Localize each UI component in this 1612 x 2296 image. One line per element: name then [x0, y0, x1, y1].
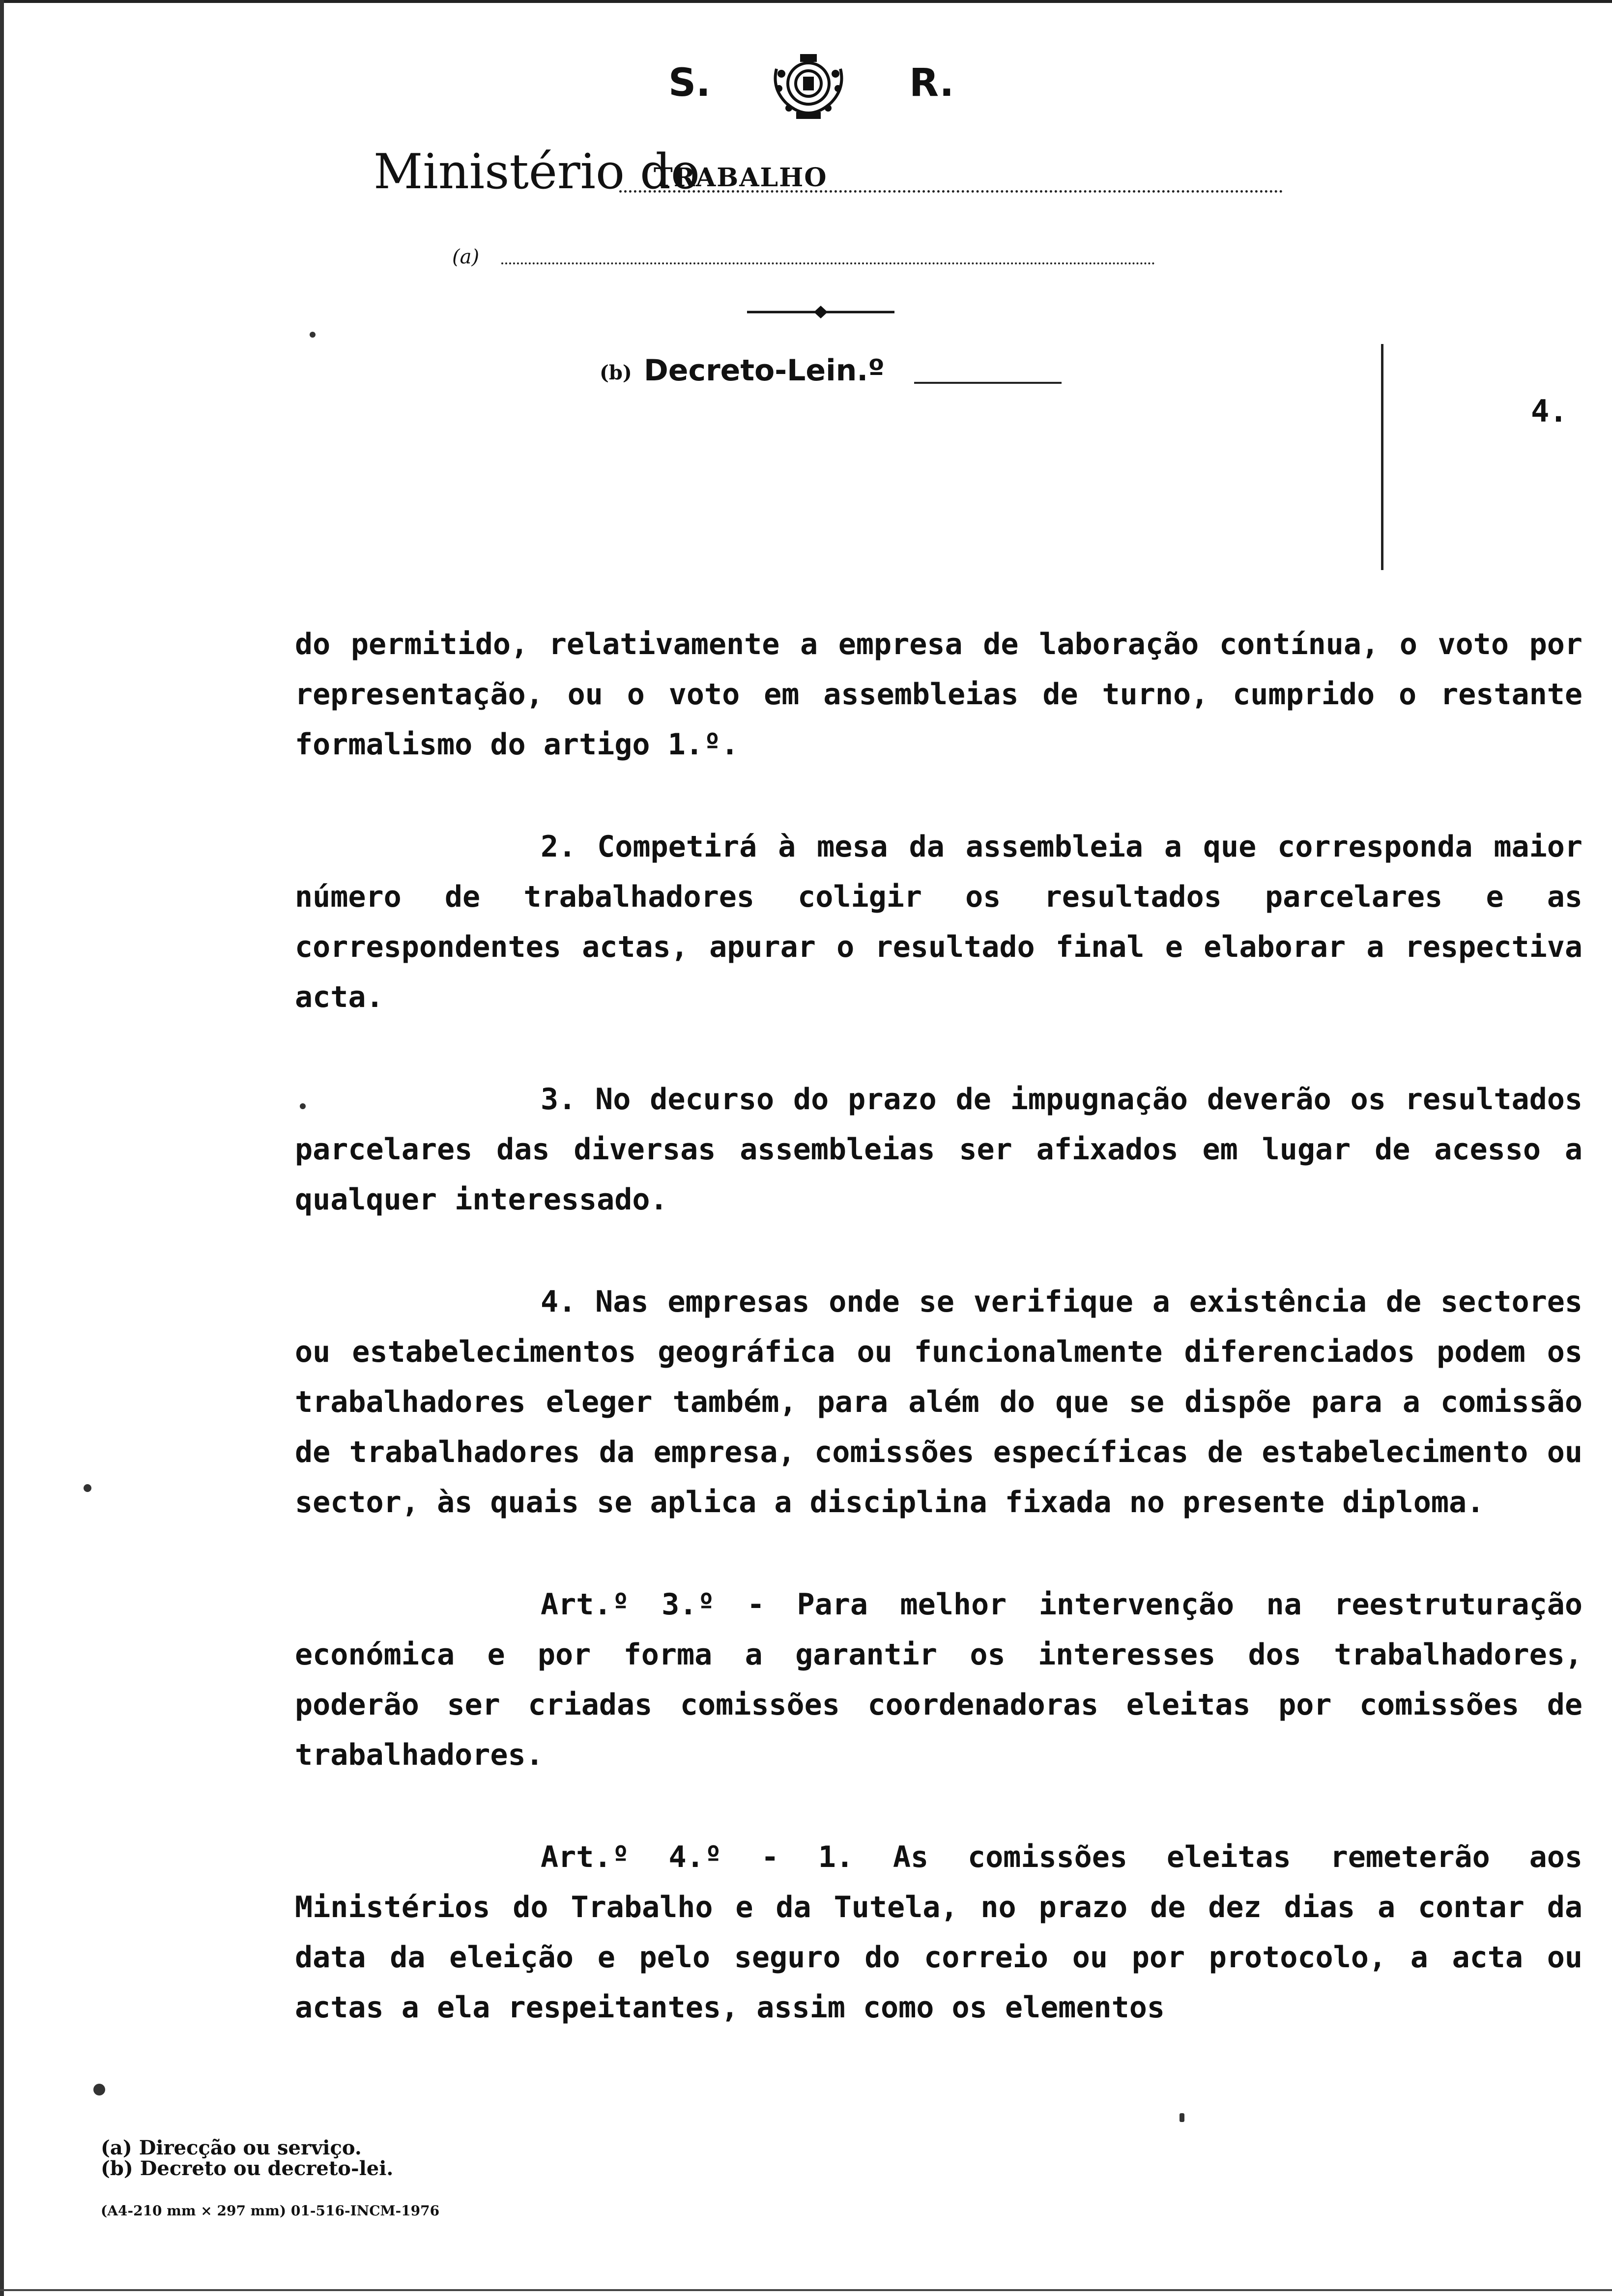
paragraph-article-4: Art.º 4.º - 1. As comissões eleitas remeterão aos Ministérios do Trabalho e da Tutela, no prazo de dez dias a contar da data da eleição e pelo seguro do correio ou por protocolo, a acta ou actas a ela respeitantes, assim como os elementos — [295, 1840, 1583, 2025]
print-reference: (A4-210 mm × 297 mm) 01-516-INCM-1976 — [101, 2203, 440, 2219]
ink-speck — [93, 2084, 105, 2095]
ink-speck — [310, 332, 316, 338]
letterhead-right-initial: R. — [909, 61, 954, 105]
ministry-heading — [374, 145, 1283, 204]
ministry-name: TRABALHO — [654, 163, 828, 193]
footnote-b: (b) Decreto ou decreto-lei. — [101, 2157, 394, 2180]
document-body — [295, 619, 1583, 2084]
department-field — [452, 246, 1199, 275]
scan-edge-bottom — [0, 2289, 1612, 2291]
margin-mark — [1381, 344, 1383, 570]
decree-line — [600, 351, 1071, 396]
ink-speck — [84, 1484, 91, 1492]
paragraph-item-3: 3. No decurso do prazo de impugnação deverão os resultados parcelares das diversas assembleias ser afixados em lugar de acesso a qualquer interessado. — [295, 1082, 1583, 1217]
paragraph-item-4: 4. Nas empresas onde se verifique a existência de sectores ou estabelecimentos geográfica ou funcionalmente diferenciados podem os trabalhadores eleger também, para além do que se dispõe para a comissão de trabalhadores da empresa, comissões específicas de estabelecimento ou sector, às quais se aplica a disciplina fixada no presente diploma. — [295, 1285, 1583, 1520]
ink-speck — [300, 1103, 306, 1109]
decree-number-rule — [914, 382, 1062, 384]
paragraph-article-3: Art.º 3.º - Para melhor intervenção na reestruturação económica e por forma a garantir os interesses dos trabalhadores, poderão ser criadas comissões coordenadoras eleitas por comissões de trabalhadores. — [295, 1587, 1583, 1772]
ink-speck — [1180, 2113, 1184, 2122]
letterhead — [654, 49, 988, 123]
coat-of-arms-icon — [767, 49, 850, 123]
footnote-a: (a) Direcção ou serviço. — [101, 2136, 362, 2159]
department-dotted-rule — [501, 262, 1155, 264]
scan-edge-left — [0, 0, 4, 2296]
paragraph-continuation: do permitido, relativamente a empresa de laboração contínua, o voto por representação, ou o voto em assembleias de turno, cumprido o restante formalismo do artigo 1.º. — [295, 627, 1583, 762]
divider-ornament — [742, 300, 899, 324]
footnotes — [101, 2138, 691, 2179]
department-field-label: (a) — [452, 246, 480, 268]
decree-label: Decreto-Lein.º — [644, 353, 885, 388]
decree-marker: (b) — [600, 361, 632, 384]
paragraph-item-2: 2. Competirá à mesa da assembleia a que corresponda maior número de trabalhadores coligir os resultados parcelares e as correspondentes actas, apurar o resultado final e elaborar a respectiva acta. — [295, 830, 1583, 1014]
page-number: 4. — [1531, 393, 1568, 429]
scan-edge-top — [0, 0, 1612, 3]
ministry-label: Ministério do — [374, 144, 700, 200]
letterhead-left-initial: S. — [668, 61, 711, 105]
